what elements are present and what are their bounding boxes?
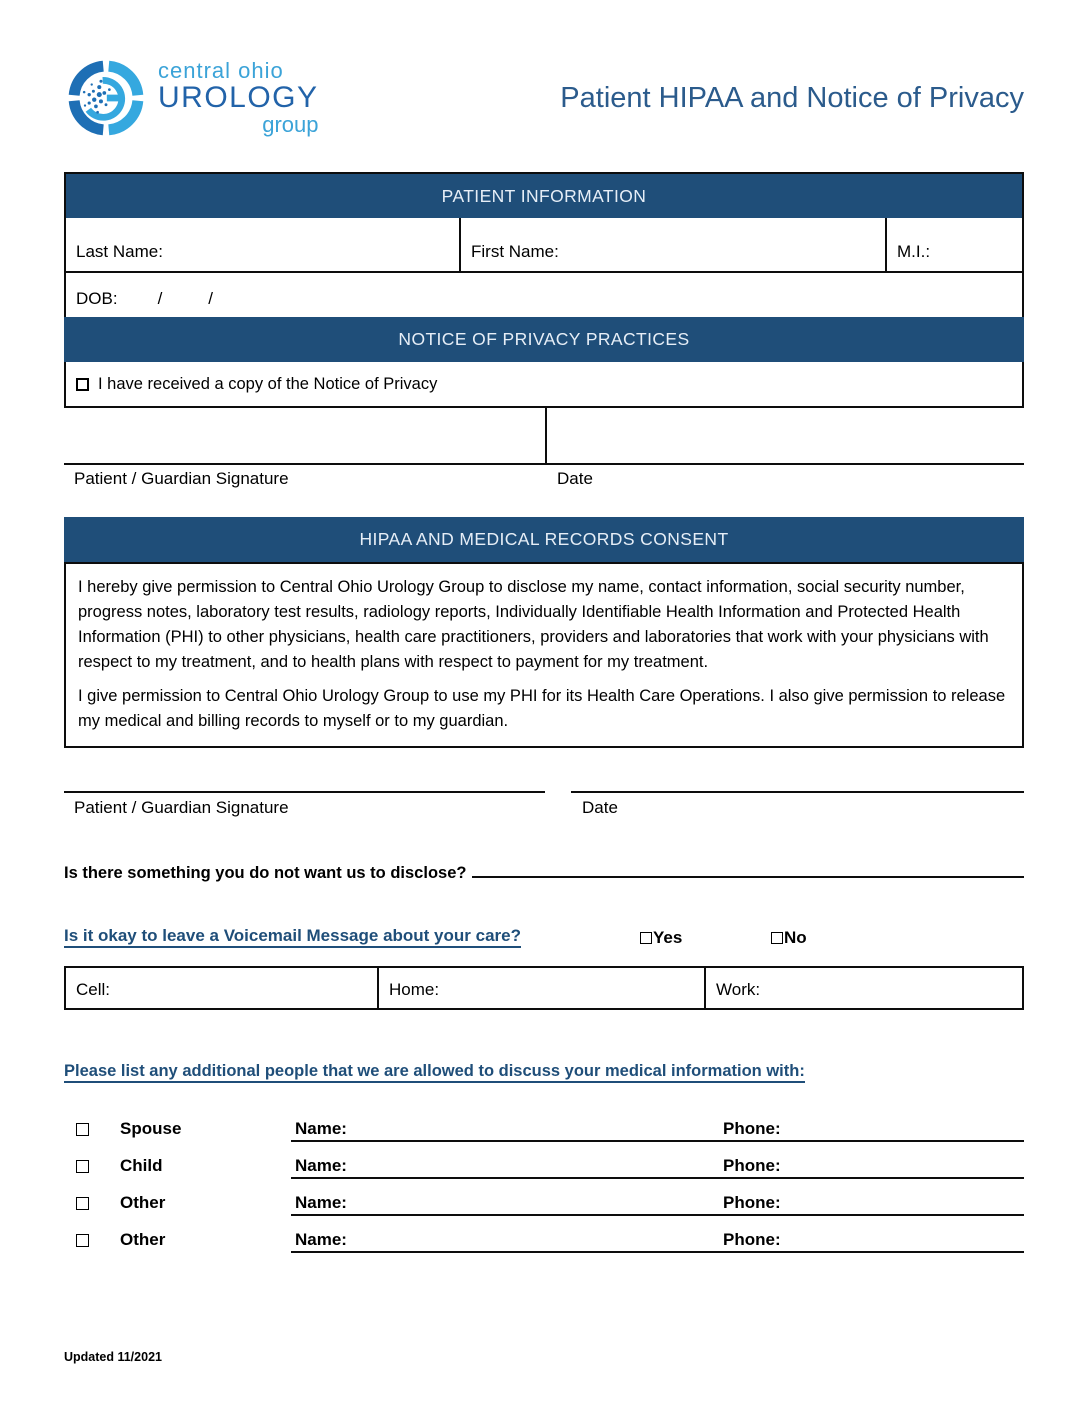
additional-person-row-other-2	[64, 1219, 1024, 1256]
logo-line-central-ohio: central ohio	[158, 58, 284, 83]
first-name-label: First Name:	[471, 242, 559, 261]
dob-separator: /	[157, 289, 163, 308]
privacy-date-field[interactable]	[547, 408, 1024, 463]
person-type-label: Other	[120, 1193, 166, 1212]
voicemail-no-checkbox[interactable]	[771, 932, 783, 944]
date-label: Date	[557, 469, 593, 488]
logo-line-urology: UROLOGY	[158, 81, 319, 114]
name-label: Name:	[295, 1156, 347, 1175]
phone-label: Phone:	[723, 1230, 781, 1249]
hipaa-date-line[interactable]	[571, 791, 1024, 793]
person-type-label: Spouse	[120, 1119, 182, 1138]
additional-people-list	[64, 1108, 1024, 1256]
hipaa-consent-paragraph-2: I give permission to Central Ohio Urology Group to use my PHI for its Health Care Operations. I also give permission to release my medical and billing records to myself or to my guardian.	[78, 687, 1006, 730]
voicemail-yes-checkbox[interactable]	[640, 932, 652, 944]
dob-label: DOB:	[76, 289, 118, 308]
other-checkbox[interactable]	[76, 1234, 89, 1247]
additional-person-row-spouse	[64, 1108, 1024, 1145]
dob-field[interactable]	[66, 273, 1022, 317]
logo-wordmark	[158, 60, 319, 136]
first-name-field[interactable]	[461, 218, 887, 271]
date-label: Date	[582, 798, 618, 817]
central-ohio-urology-logo	[64, 56, 319, 140]
home-phone-field[interactable]	[379, 968, 706, 1008]
hipaa-consent-text-box	[64, 562, 1024, 748]
privacy-signature-area	[64, 408, 1024, 465]
hipaa-consent-paragraph-1: I hereby give permission to Central Ohio Urology Group to disclose my name, contact information, social security number, progress notes, laboratory test results, radiology reports, Individually Identifiable Health Information and Protected Health Information (PHI) to other physicians, health care practitioners, providers and laboratories that work with your physicians with respect to my treatment, and to health plans with respect to payment for my treatment.	[78, 578, 989, 671]
form-header	[64, 48, 1024, 148]
page-title: Patient HIPAA and Notice of Privacy	[560, 81, 1024, 114]
cell-phone-label: Cell:	[76, 980, 111, 999]
name-phone-entry-line[interactable]	[291, 1214, 1024, 1216]
work-phone-field[interactable]	[706, 968, 1022, 1008]
dob-separator: /	[208, 289, 214, 308]
name-phone-entry-line[interactable]	[291, 1177, 1024, 1179]
spouse-checkbox[interactable]	[76, 1123, 89, 1136]
phone-label: Phone:	[723, 1119, 781, 1138]
hipaa-signature-labels	[64, 796, 1024, 820]
work-phone-label: Work:	[716, 980, 761, 999]
name-row	[66, 218, 1022, 273]
disclose-answer-line[interactable]	[472, 858, 1024, 878]
additional-people-heading-row	[64, 1062, 1024, 1081]
middle-initial-field[interactable]	[887, 218, 1022, 271]
patient-information-header: PATIENT INFORMATION	[66, 174, 1022, 218]
voicemail-question-label: Is it okay to leave a Voicemail Message about your care?	[64, 926, 521, 948]
disclose-question-label: Is there something you do not want us to disclose?	[64, 864, 467, 882]
additional-person-row-child	[64, 1145, 1024, 1182]
cell-phone-field[interactable]	[66, 968, 379, 1008]
form-updated-date: Updated 11/2021	[64, 1350, 162, 1364]
hipaa-consent-header: HIPAA AND MEDICAL RECORDS CONSENT	[64, 517, 1024, 562]
signature-label: Patient / Guardian Signature	[74, 798, 289, 817]
urology-group-logo-icon	[64, 56, 148, 140]
name-label: Name:	[295, 1119, 347, 1138]
name-phone-entry-line[interactable]	[291, 1140, 1024, 1142]
voicemail-no-option	[771, 928, 807, 948]
voicemail-yes-label: Yes	[653, 928, 683, 947]
notice-of-privacy-header: NOTICE OF PRIVACY PRACTICES	[64, 317, 1024, 362]
middle-initial-label: M.I.:	[897, 242, 931, 261]
privacy-ack-row	[64, 362, 1024, 408]
other-checkbox[interactable]	[76, 1197, 89, 1210]
privacy-ack-label: I have received a copy of the Notice of Privacy	[98, 374, 438, 393]
privacy-signature-field[interactable]	[64, 408, 541, 463]
home-phone-label: Home:	[389, 980, 440, 999]
notice-of-privacy-section	[64, 317, 1024, 491]
last-name-label: Last Name:	[76, 242, 163, 261]
voicemail-question-row	[64, 926, 1024, 954]
voicemail-no-label: No	[784, 928, 807, 947]
person-type-label: Other	[120, 1230, 166, 1249]
name-label: Name:	[295, 1193, 347, 1212]
hipaa-signature-line[interactable]	[64, 791, 545, 793]
additional-people-heading: Please list any additional people that we are allowed to discuss your medical information with:	[64, 1062, 805, 1083]
phone-label: Phone:	[723, 1193, 781, 1212]
name-phone-entry-line[interactable]	[291, 1251, 1024, 1253]
phone-label: Phone:	[723, 1156, 781, 1175]
logo-line-group: group	[262, 112, 319, 137]
phone-numbers-table	[64, 966, 1024, 1010]
privacy-signature-labels	[64, 465, 1024, 491]
hipaa-signature-lines	[64, 791, 1024, 793]
additional-person-row-other-1	[64, 1182, 1024, 1219]
voicemail-yes-option	[640, 928, 682, 948]
name-label: Name:	[295, 1230, 347, 1249]
signature-label: Patient / Guardian Signature	[74, 469, 289, 488]
patient-information-section	[64, 172, 1024, 319]
person-type-label: Child	[120, 1156, 163, 1175]
privacy-ack-checkbox[interactable]	[76, 378, 89, 391]
disclose-question-row	[64, 858, 1024, 883]
child-checkbox[interactable]	[76, 1160, 89, 1173]
last-name-field[interactable]	[66, 218, 461, 271]
